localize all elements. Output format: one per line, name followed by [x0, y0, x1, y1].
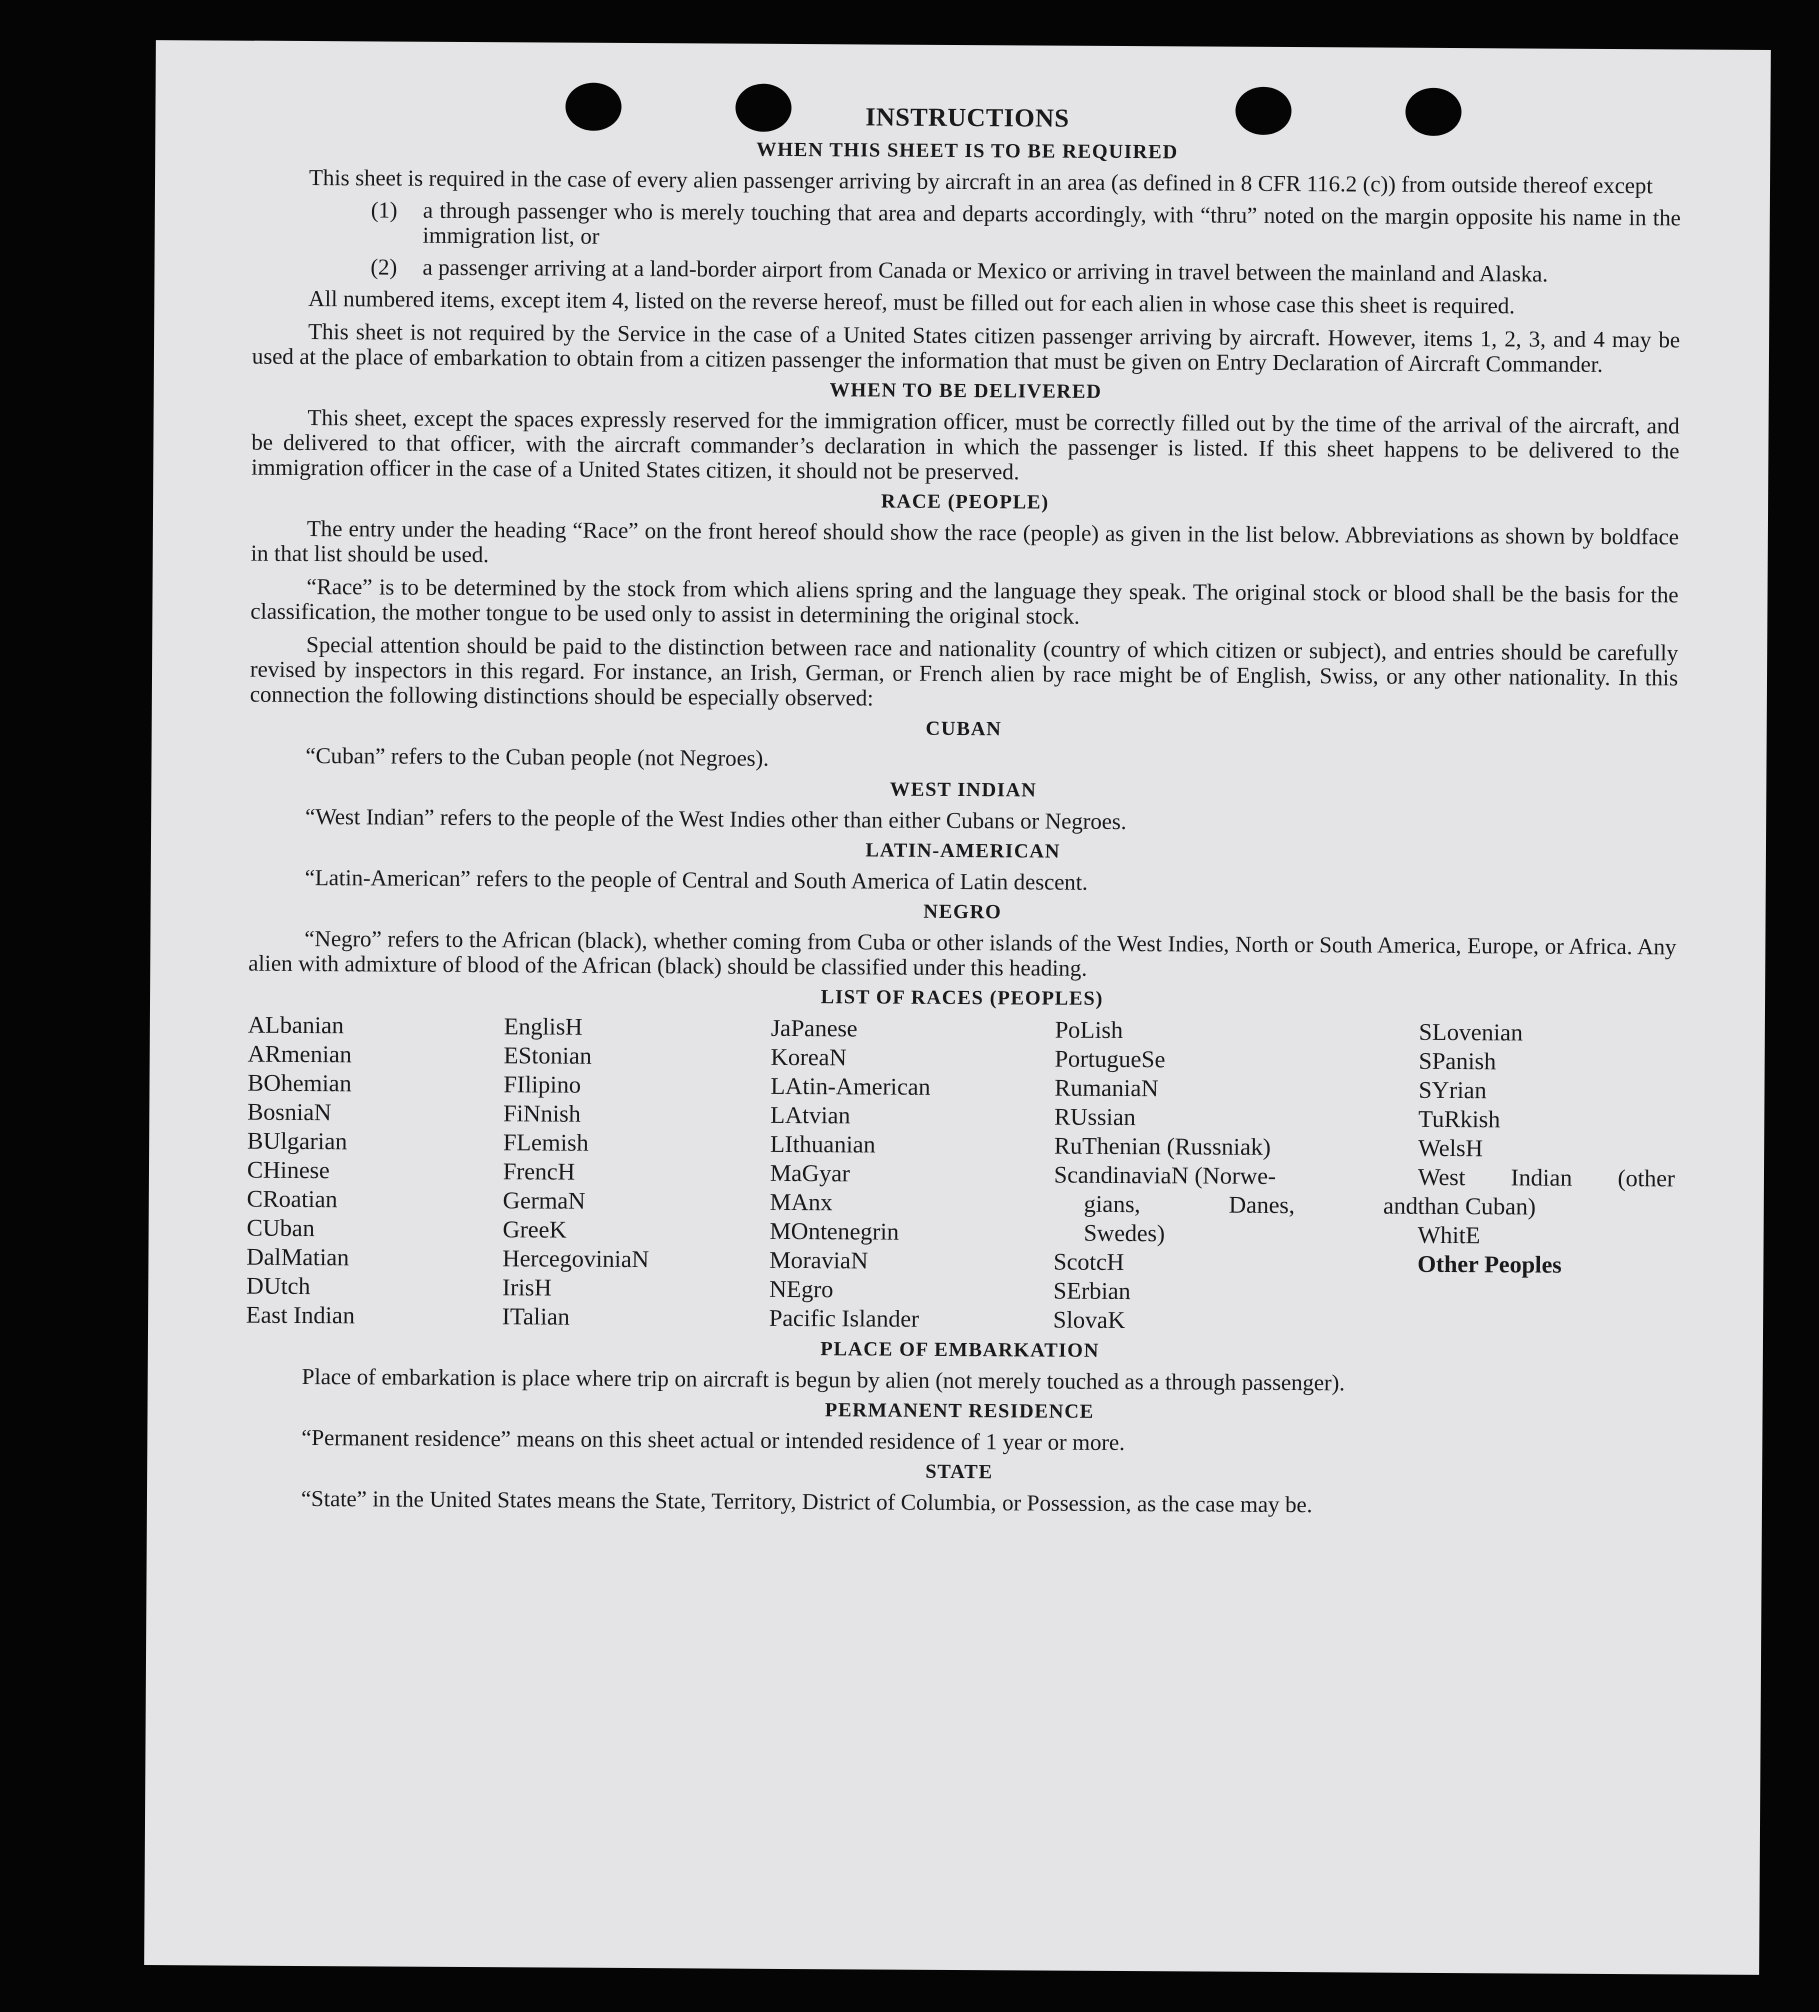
race-entry-continued: gians, Danes, and [1083, 1191, 1418, 1220]
races-column-3 [769, 1015, 1055, 1336]
races-column-5 [1417, 1019, 1676, 1340]
race-entry: BUlgarian [247, 1128, 348, 1156]
required-para-2: All numbered items, except item 4, listed on the reverse hereof, must be filled out for each alien in whose case this sheet is required. [308, 286, 1515, 319]
race-entry: ScotcH [1053, 1249, 1125, 1277]
race-entry: LIthuanian [770, 1131, 876, 1159]
embarkation-text: Place of embarkation is place where trip on aircraft is begun by alien (not merely touched as a through passenger). [301, 1364, 1346, 1396]
races-column-4 [1053, 1017, 1419, 1338]
document-page [144, 40, 1771, 1975]
race-entry: SYrian [1418, 1077, 1487, 1105]
race-entry-continued: Swedes) [1083, 1220, 1166, 1248]
race-entry: GreeK [502, 1217, 567, 1244]
exception-item [370, 254, 1680, 287]
residence-text: “Permanent residence” means on this sheet actual or intended residence of 1 year or more. [301, 1425, 1125, 1456]
section-heading-races-list: LIST OF RACES (PEOPLES) [820, 986, 1104, 1010]
item-number: (2) [370, 254, 398, 280]
section-heading-required: WHEN THIS SHEET IS TO BE REQUIRED [756, 138, 1179, 164]
race-entry: SErbian [1053, 1278, 1131, 1306]
race-entry: MaGyar [769, 1160, 851, 1188]
section-heading-delivered: WHEN TO BE DELIVERED [829, 379, 1102, 403]
cuban-text: “Cuban” refers to the Cuban people (not Negroes). [305, 743, 769, 771]
race-entry: LAtin-American [770, 1073, 931, 1101]
instructions-body [245, 99, 1682, 1520]
race-entry: FIlipino [503, 1072, 581, 1099]
race-entry: SlovaK [1053, 1307, 1126, 1335]
race-entry: PortugueSe [1054, 1046, 1166, 1074]
page-title: INSTRUCTIONS [865, 102, 1070, 133]
section-heading-residence: PERMANENT RESIDENCE [824, 1399, 1095, 1423]
race-entry: RuThenian (Russniak) [1054, 1133, 1271, 1161]
section-heading-west-indian: WEST INDIAN [889, 778, 1037, 802]
item-text: a through passenger who is merely touching that area and departs accordingly, with “thru” noted on the margin opposite his name in the immigration list, or [422, 197, 1681, 249]
race-entry: SPanish [1418, 1048, 1497, 1076]
race-entry: GermaN [502, 1188, 586, 1215]
race-entry: JaPanese [770, 1015, 858, 1043]
race-entry-continued: than Cuban) [1417, 1193, 1536, 1221]
required-para-3: This sheet is not required by the Service in the case of a United States citizen passenger arriving by aircraft. However, items 1, 2, 3, and 4 may be used at the place of embarkation to obtain from a citizen passenger the information that must be given on Entry Declaration of Aircraft Commander. [251, 319, 1681, 377]
section-heading-latin-american: LATIN-AMERICAN [865, 839, 1061, 863]
required-intro: This sheet is required in the case of every alien passenger arriving by aircraft in an area (as defined in 8 CFR 116.2 (c)) from outside thereof except [308, 165, 1653, 199]
delivered-text: This sheet, except the spaces expressly reserved for the immigration officer, must be correctly filled out by the time of the arrival of the aircraft, and be delivered to that officer, with the aircraft commander’s declaration in which the passenger is listed. If this sheet happens to be delivered to the immigration officer in the case of a United States citizen, it should not be preserved. [251, 405, 1680, 485]
section-heading-cuban: CUBAN [925, 717, 1002, 741]
section-heading-negro: NEGRO [923, 900, 1002, 924]
race-entry: East Indian [246, 1302, 355, 1330]
race-entry: HercegoviniaN [502, 1246, 650, 1274]
race-entry: IrisH [502, 1275, 552, 1302]
race-entry: FrencH [502, 1159, 576, 1186]
race-entry: FiNnish [503, 1101, 581, 1128]
race-entry: ALbanian [247, 1012, 344, 1040]
race-entry: ITalian [502, 1304, 570, 1331]
race-entry: ARmenian [247, 1041, 352, 1069]
section-heading-race: RACE (PEOPLE) [881, 490, 1050, 514]
race-entry: RUssian [1054, 1104, 1136, 1132]
races-column-1 [246, 1012, 504, 1333]
race-entry: KoreaN [770, 1044, 847, 1072]
race-entry: ScandinaviaN (Norwe- [1053, 1162, 1276, 1190]
section-heading-embarkation: PLACE OF EMBARKATION [820, 1338, 1100, 1362]
race-entry: PoLish [1054, 1017, 1123, 1045]
race-para-2: “Race” is to be determined by the stock from which aliens spring and the language they speak. The original stock or blood shall be the basis for the classification, the mother tongue to be used only to assist in determining the original stock. [250, 574, 1679, 629]
race-entry: TuRkish [1418, 1106, 1501, 1134]
race-para-3: Special attention should be paid to the distinction between race and nationality (country of which citizen or subject), and entries should be carefully revised by inspectors in this regard. For instance, an Irish, German, or French alien by race might be of English, Swiss, or any other nationality. In this connection the following distinctions should be especially observed: [249, 632, 1679, 711]
race-entry: CHinese [246, 1157, 330, 1185]
race-entry: West Indian (other [1417, 1164, 1676, 1193]
races-list [246, 1012, 1676, 1340]
race-entry: WelsH [1418, 1135, 1483, 1163]
race-entry: WhitE [1417, 1222, 1481, 1250]
negro-text: “Negro” refers to the African (black), whether coming from Cuba or other islands of the West Indies, North or South America, Europe, or Africa. Any alien with admixture of blood of the African (black) should be classified under this heading. [248, 926, 1677, 981]
race-entry: MOntenegrin [769, 1218, 900, 1246]
race-para-1: The entry under the heading “Race” on the front hereof should show the race (people) as given in the list below. Abbreviations as shown by boldface in that list should be used. [250, 516, 1679, 568]
west-indian-text: “West Indian” refers to the people of the West Indies other than either Cubans or Negroes. [305, 804, 1127, 835]
race-entry: CRoatian [246, 1186, 338, 1214]
race-entry: Other Peoples [1417, 1251, 1562, 1279]
race-entry: DUtch [246, 1273, 311, 1301]
item-text: a passenger arriving at a land-border airport from Canada or Mexico or arriving in travel between the mainland and Alaska. [422, 254, 1549, 287]
race-entry: BOhemian [247, 1070, 352, 1098]
race-entry: EStonian [503, 1043, 592, 1070]
race-entry: NEgro [769, 1276, 834, 1304]
exception-item [371, 197, 1681, 255]
latin-american-text: “Latin-American” refers to the people of Central and South America of Latin descent. [304, 865, 1088, 895]
race-entry: EnglisH [503, 1014, 583, 1041]
race-entry: CUban [246, 1215, 315, 1243]
race-entry: LAtvian [770, 1102, 851, 1130]
section-heading-state: STATE [925, 1460, 994, 1484]
race-entry: FLemish [503, 1130, 589, 1157]
state-text: “State” in the United States means the State, Territory, District of Columbia, or Possession, as the case may be. [300, 1485, 1313, 1518]
race-entry: Pacific Islander [769, 1305, 920, 1333]
race-entry: MAnx [769, 1189, 833, 1217]
item-number: (1) [370, 197, 398, 223]
race-entry: MoraviaN [769, 1247, 869, 1275]
races-column-2 [502, 1013, 771, 1334]
race-entry: DalMatian [246, 1244, 350, 1272]
race-entry: BosniaN [247, 1099, 332, 1127]
race-entry: RumaniaN [1054, 1075, 1159, 1103]
race-entry: SLovenian [1418, 1019, 1523, 1047]
